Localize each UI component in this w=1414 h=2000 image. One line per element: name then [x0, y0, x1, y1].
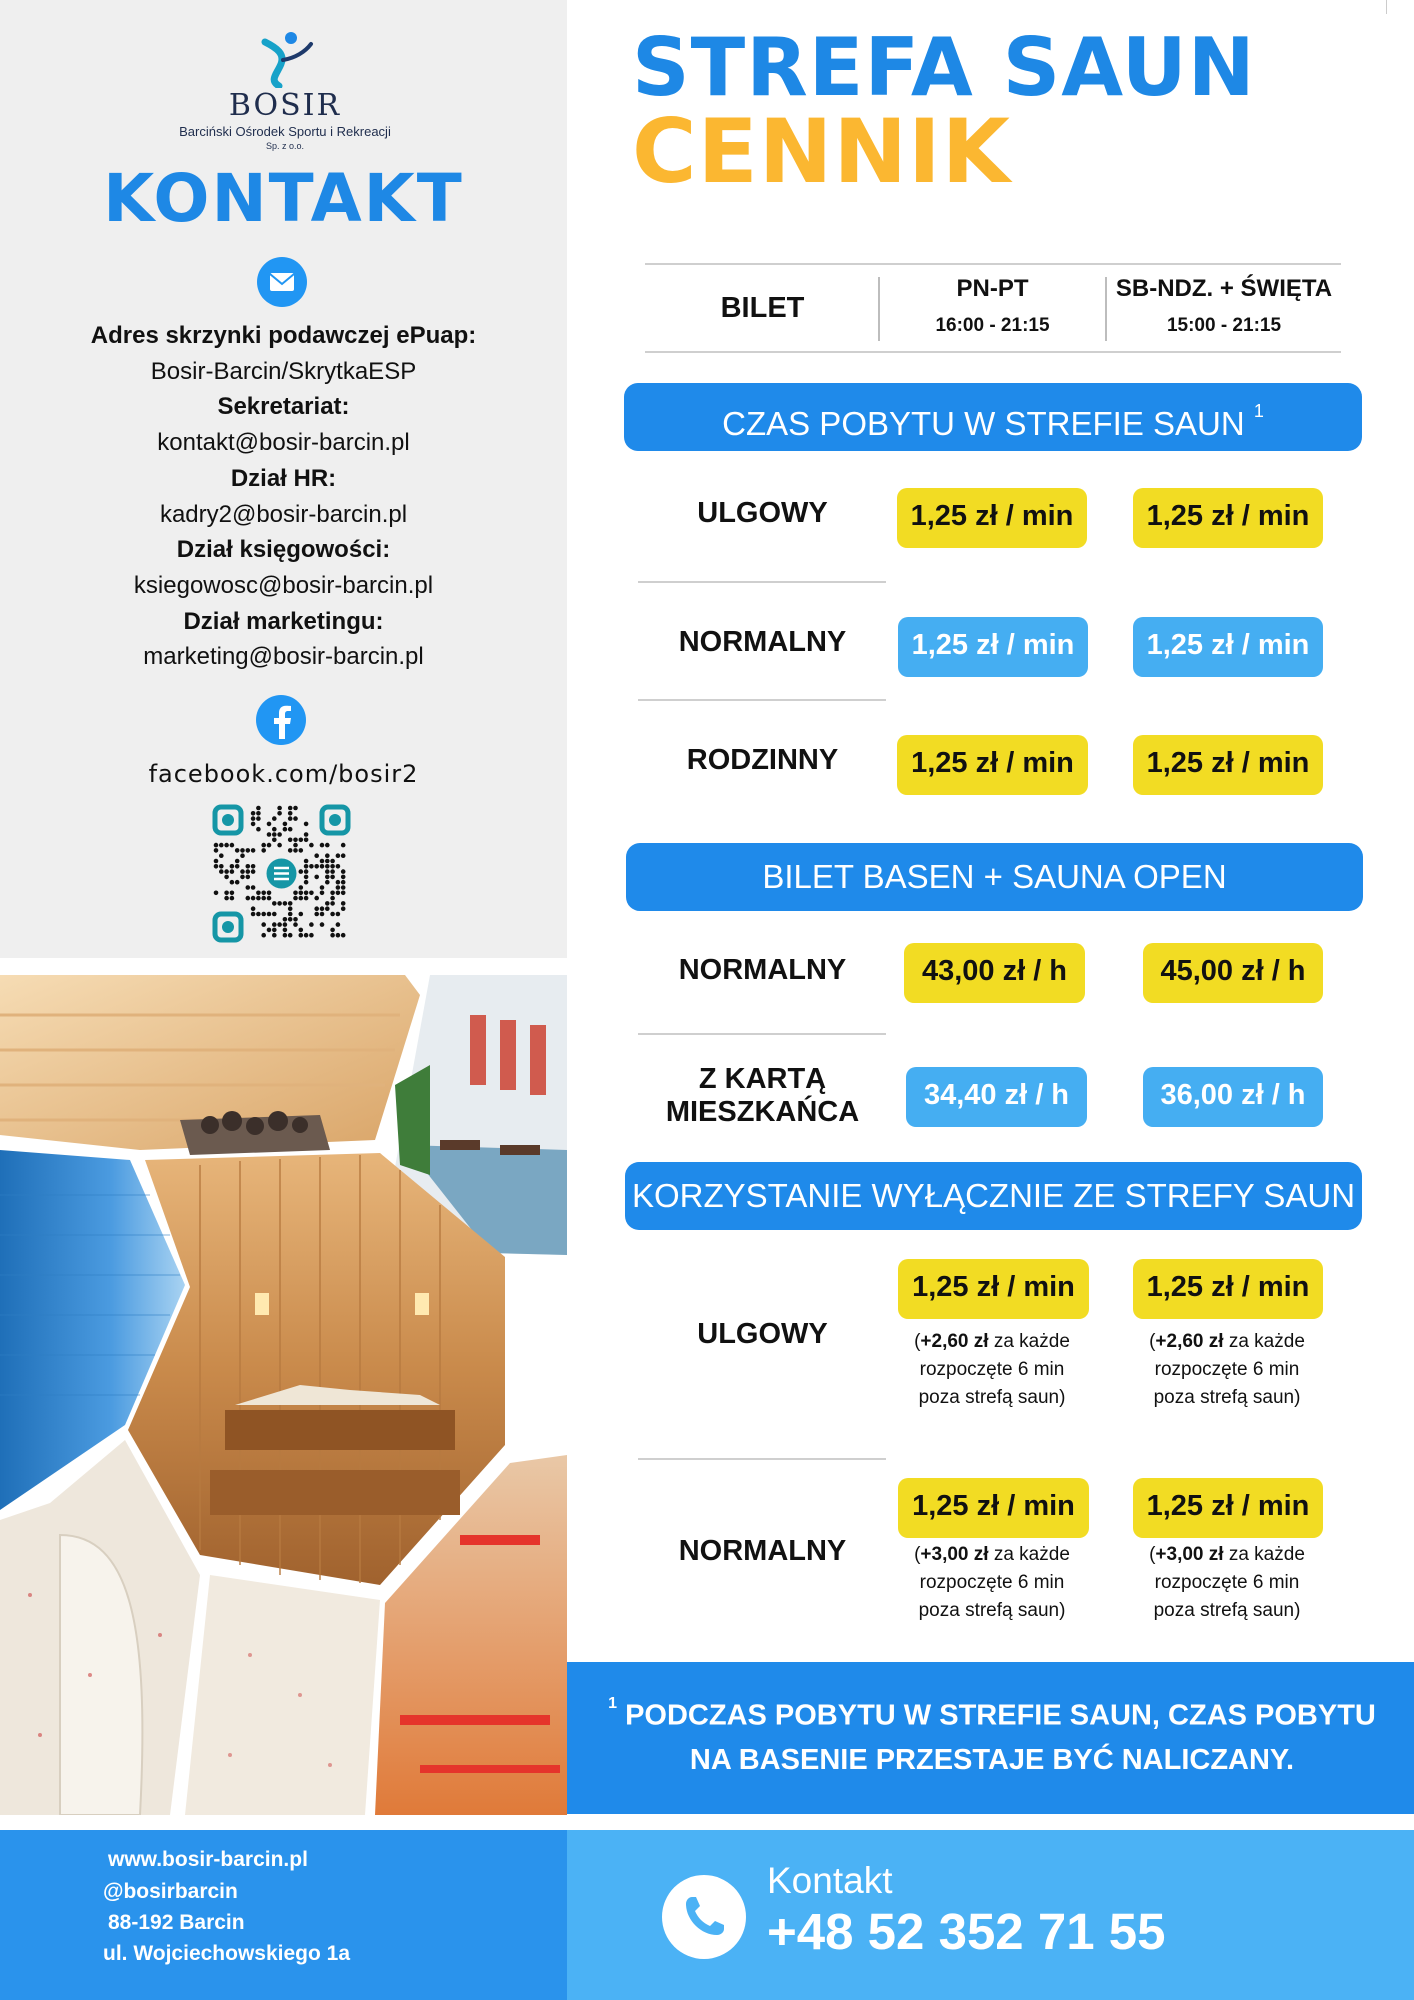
mail-icon [257, 257, 307, 307]
section-sauna-only: KORZYSTANIE WYŁĄCZNIE ZE STREFY SAUN [625, 1162, 1362, 1230]
hr-email[interactable]: kadry2@bosir-barcin.pl [159, 500, 408, 528]
contact-lines [0, 318, 567, 675]
price-s1-normalny-weekend: 1,25 zł / min [1133, 617, 1323, 677]
photo-sauna-benches [0, 975, 420, 1155]
postal-code: 88-192 Barcin [108, 1911, 245, 1934]
price-s1-normalny-weekday: 1,25 zł / min [898, 617, 1088, 677]
page-title: STREFA SAUN [632, 21, 1256, 114]
price-s3-normalny-weekday: 1,25 zł / min [898, 1478, 1089, 1538]
price-s3-ulgowy-weekend: 1,25 zł / min [1133, 1259, 1323, 1319]
note-s3-normalny-weekday: (+3,00 zł za każde rozpoczęte 6 min poza strefą saun) [914, 1544, 1070, 1621]
phone-icon[interactable] [662, 1875, 746, 1959]
epuap-label: Adres skrzynki podawczej ePuap: [90, 322, 477, 349]
page-edge-mark [1386, 0, 1387, 14]
kontakt-title: KONTAKT [103, 160, 464, 237]
bosir-logo [175, 30, 395, 155]
price-s1-ulgowy-weekend: 1,25 zł / min [1133, 488, 1323, 548]
row-divider [638, 1033, 886, 1035]
marketing-label: Dział marketingu: [183, 607, 384, 635]
price-s3-ulgowy-weekday: 1,25 zł / min [898, 1259, 1089, 1319]
section-pool-sauna: BILET BASEN + SAUNA OPEN [626, 843, 1363, 911]
price-s1-rodzinny-weekday: 1,25 zł / min [897, 735, 1088, 795]
page-subtitle: CENNIK [632, 100, 1011, 203]
price-s1-rodzinny-weekend: 1,25 zł / min [1133, 735, 1323, 795]
footer-address [0, 1830, 567, 2000]
row-label-resident-card: Z KARTĄ MIESZKAŃCA [665, 1063, 860, 1128]
phone-number[interactable]: +48 52 352 71 55 [767, 1903, 1166, 1960]
accounting-email[interactable]: ksiegowosc@bosir-barcin.pl [133, 571, 434, 599]
row-label-normalny: NORMALNY [678, 626, 847, 658]
footer-phone [567, 1830, 1414, 2000]
accounting-label: Dział księgowości: [176, 536, 391, 564]
note-s3-ulgowy-weekday: (+2,60 zł za każde rozpoczęte 6 min poza strefą saun) [914, 1331, 1070, 1408]
price-s2-resident-weekday: 34,40 zł / h [906, 1067, 1087, 1127]
logo-word: BOSIR [228, 88, 342, 123]
logo-subtitle: Barciński Ośrodek Sportu i Rekreacji [179, 124, 391, 139]
row-label-ulgowy: ULGOWY [697, 1318, 828, 1350]
price-s3-normalny-weekend: 1,25 zł / min [1133, 1478, 1323, 1538]
price-s1-ulgowy-weekday: 1,25 zł / min [897, 488, 1087, 548]
facebook-icon[interactable] [256, 695, 306, 745]
row-divider [638, 699, 886, 701]
row-label-normalny: NORMALNY [678, 954, 847, 986]
header-weekday: PN-PT 16:00 - 21:15 [935, 275, 1050, 336]
logo-subtitle-company: Sp. z o.o. [265, 141, 305, 151]
marketing-email[interactable]: marketing@bosir-barcin.pl [143, 643, 424, 671]
note-s3-ulgowy-weekend: (+2,60 zł za każde rozpoczęte 6 min poza strefą saun) [1149, 1331, 1305, 1408]
photo-sauna-corner [185, 1575, 380, 1815]
row-label-rodzinny: RODZINNY [686, 744, 839, 776]
footnote-banner [567, 1662, 1414, 1814]
note-s3-normalny-weekend: (+3,00 zł za każde rozpoczęte 6 min poza strefą saun) [1149, 1544, 1305, 1621]
header-weekend: SB-NDZ. + ŚWIĘTA 15:00 - 21:15 [1115, 275, 1333, 336]
row-label-ulgowy: ULGOWY [697, 497, 828, 529]
price-s2-normalny-weekend: 45,00 zł / h [1143, 943, 1323, 1003]
hr-label: Dział HR: [230, 464, 337, 492]
section-sauna-time: CZAS POBYTU W STREFIE SAUN $^1$ [624, 383, 1362, 451]
row-divider [638, 1458, 886, 1460]
logo-swimmer-icon [255, 30, 315, 88]
contact-panel [0, 0, 567, 958]
sauna-photo-collage [0, 975, 567, 1815]
price-s2-normalny-weekday: 43,00 zł / h [904, 943, 1085, 1003]
secretariat-email[interactable]: kontakt@bosir-barcin.pl [157, 429, 410, 457]
social-handle[interactable]: @bosirbarcin [103, 1880, 238, 1903]
epuap-value[interactable]: Bosir-Barcin/SkrytkaESP [150, 357, 417, 385]
website-link[interactable]: www.bosir-barcin.pl [108, 1848, 308, 1871]
street-address: ul. Wojciechowskiego 1a [103, 1942, 351, 1965]
header-ticket: BILET [720, 292, 805, 324]
secretariat-label: Sekretariat: [217, 393, 350, 421]
table-header [645, 263, 1341, 353]
price-s2-resident-weekend: 36,00 zł / h [1143, 1067, 1323, 1127]
contact-label: Kontakt [767, 1860, 893, 1901]
row-divider [638, 581, 886, 583]
facebook-link[interactable]: facebook.com/bosir2 [148, 760, 419, 788]
footnote-text: $^1$ PODCZAS POBYTU W STREFIE SAUN, CZAS POBYTU NA BASENIE PRZESTAJE BYĆ NALICZANY. [608, 1695, 1376, 1776]
row-label-normalny: NORMALNY [678, 1535, 847, 1567]
qr-code[interactable] [211, 803, 352, 944]
